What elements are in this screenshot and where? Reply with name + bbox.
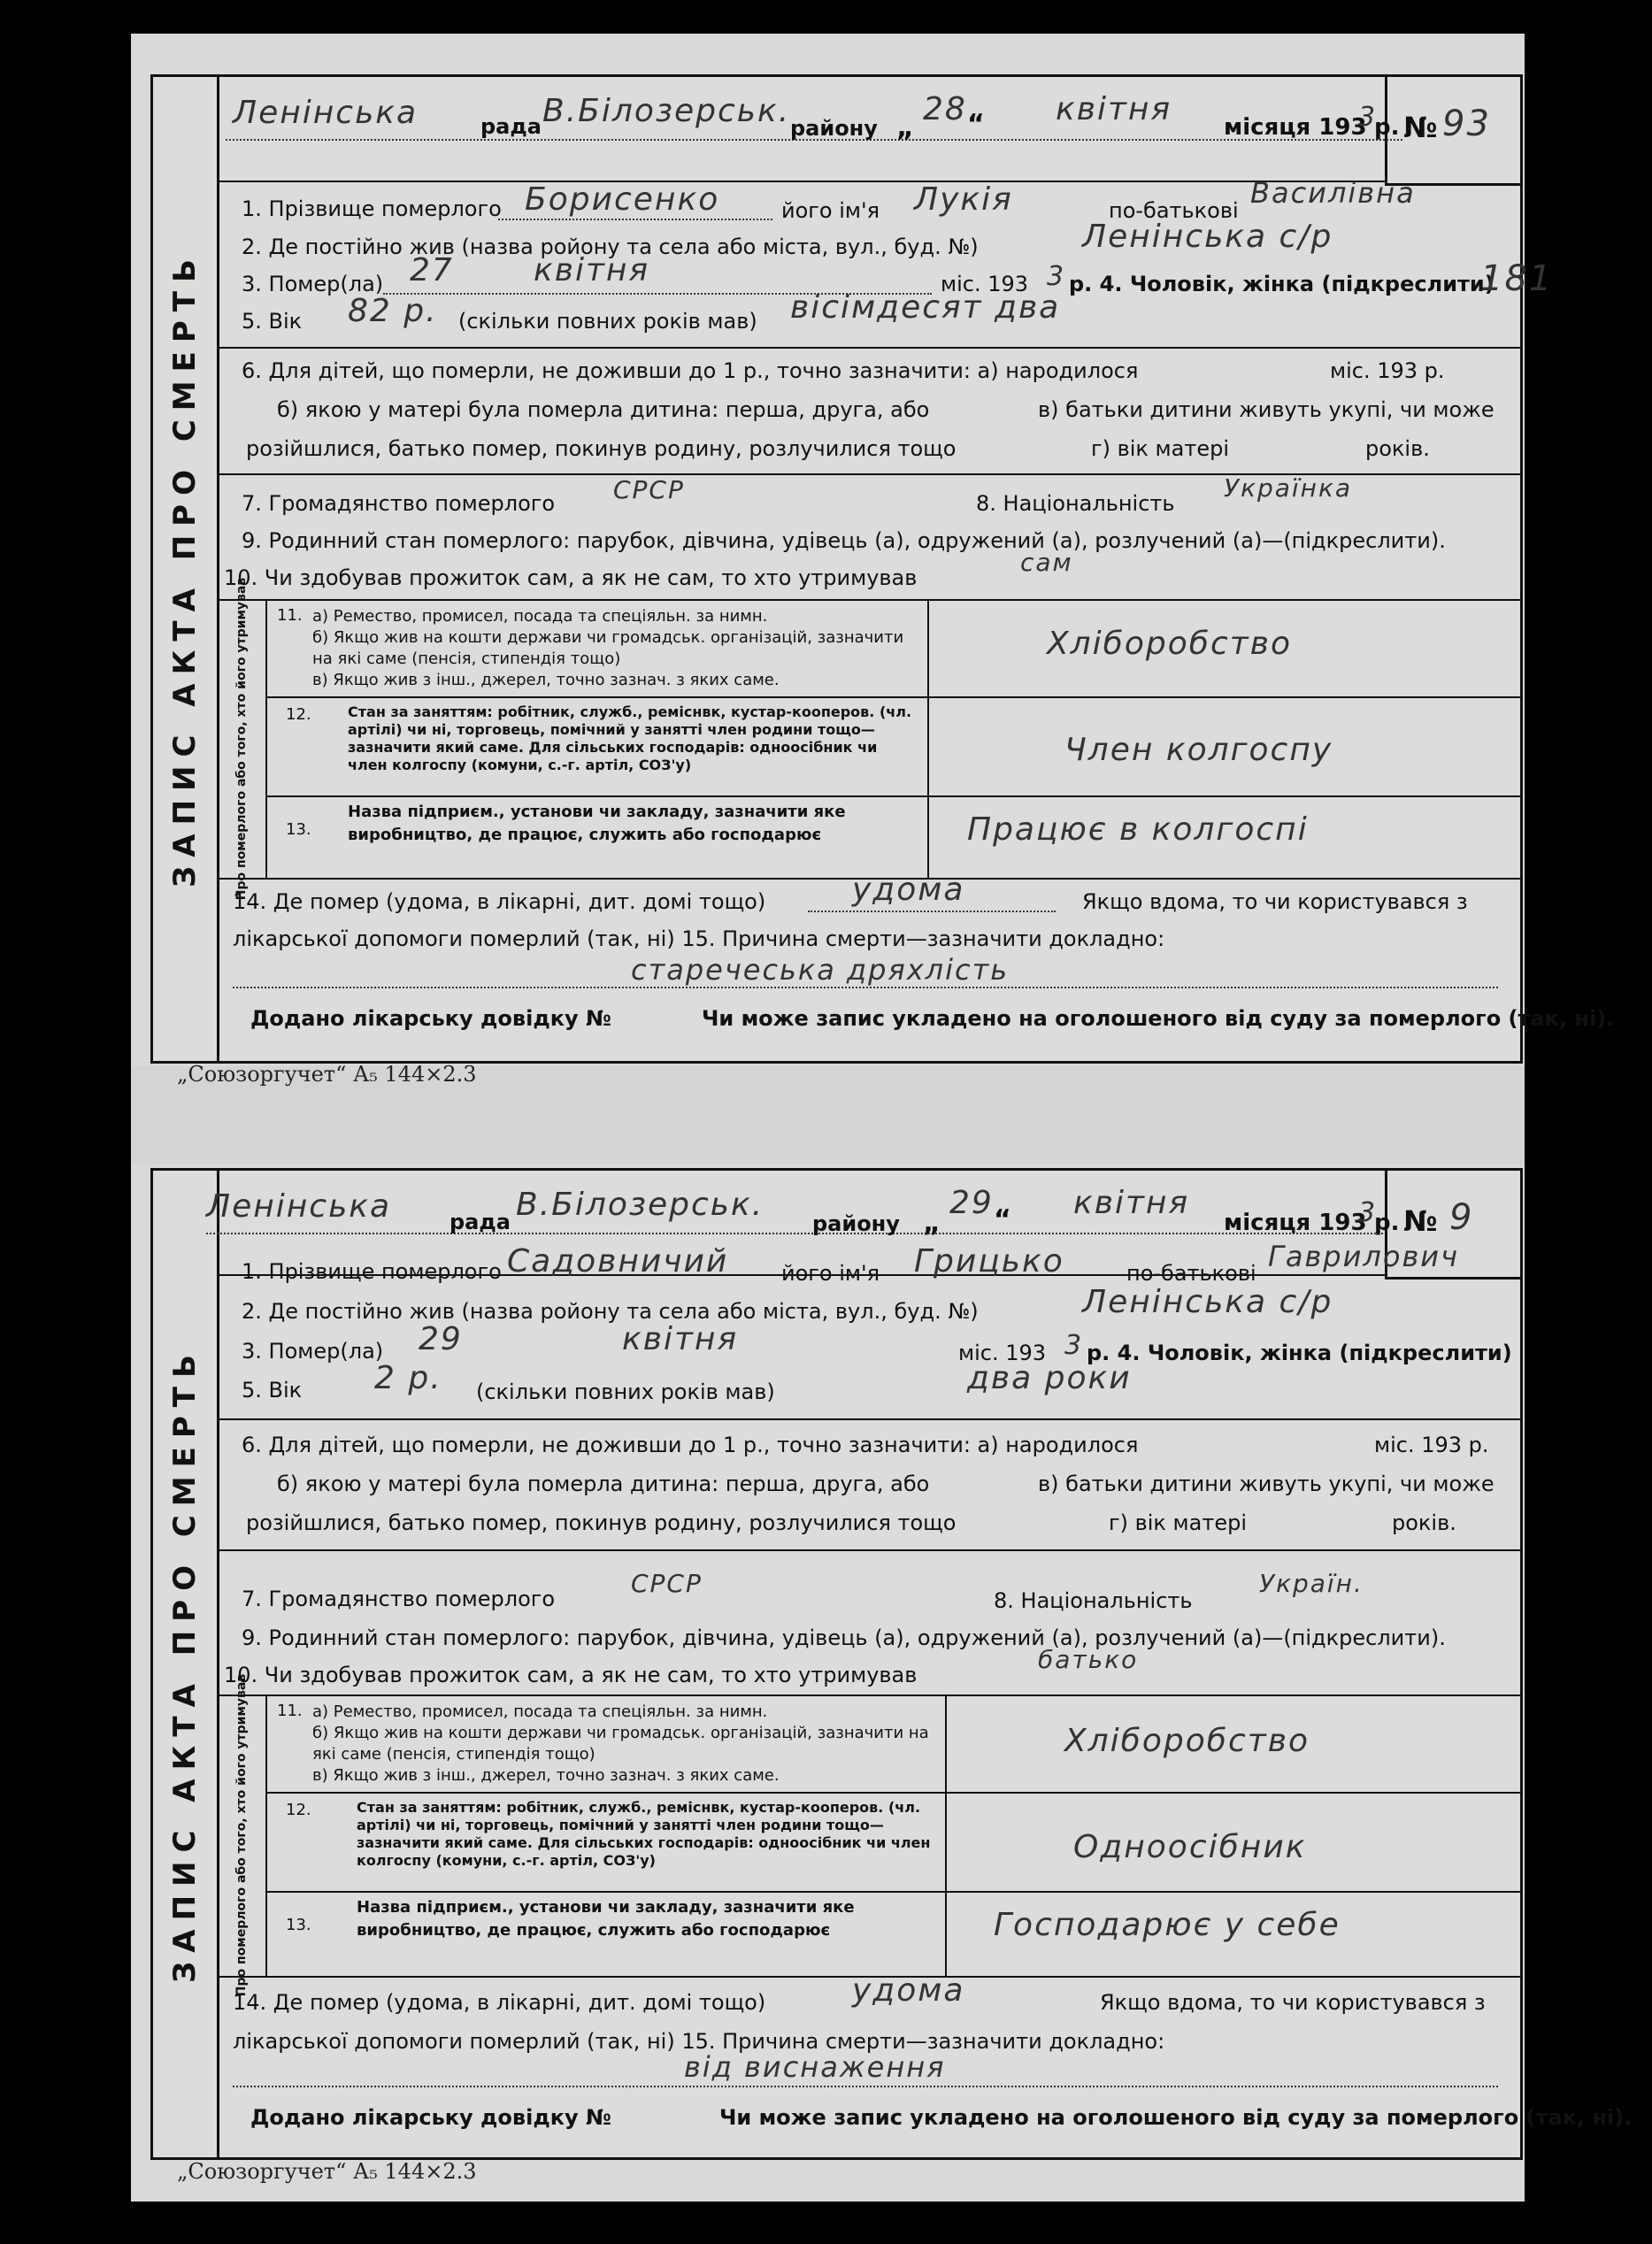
rada-label: рада xyxy=(480,114,542,139)
supported-by-value-2: батько xyxy=(1038,1645,1139,1674)
f11-num: 11. xyxy=(277,606,303,625)
year-value: 3 xyxy=(1358,102,1378,133)
age-words-value: вісімдесят два xyxy=(790,289,1061,326)
patronymic-value-2: Гаврилович xyxy=(1268,1240,1459,1273)
day-value-2: 29 xyxy=(949,1185,994,1221)
divider-1-2 xyxy=(217,1418,1520,1420)
side-subtitle-column xyxy=(217,577,267,900)
age-value-2: 2 р. xyxy=(374,1360,442,1396)
f12-label-2: Стан за заняттям: робітник, служб., реміснвк, кустар-кооперов. (чл. артілі) чи ні, торговець, помічний у занятті член родини тощо—зазначити який саме. Для сільських господарів: одноосібник чи член колгоспу (комуни, с.-г. артіл, СОЗ'у) xyxy=(357,1799,931,1869)
row-13-top-2 xyxy=(265,1891,1520,1893)
side-title-2: ЗАПИС АКТА ПРО СМЕРТЬ xyxy=(167,1345,203,1983)
death-day-value-2: 29 xyxy=(419,1321,463,1357)
age-words-value-2: два роки xyxy=(967,1360,1132,1396)
f5-note-2: (скільки повних років мав) xyxy=(476,1379,775,1404)
f3-mis-label-2: міс. 193 xyxy=(958,1341,1047,1365)
death-record-form-1 xyxy=(150,74,1615,1064)
nationality-value: Українка xyxy=(1224,473,1353,503)
f12-num: 12. xyxy=(286,705,311,724)
f11-text xyxy=(312,606,914,691)
margin-note: 181 xyxy=(1480,258,1554,299)
side-subtitle: Про померлого або того, хто його утримував xyxy=(234,577,249,900)
header-dotted-line-2 xyxy=(206,1233,1383,1234)
f5-label-2: 5. Вік xyxy=(242,1378,303,1402)
publisher-imprint-1: „Союзоргучет“ А₅ 144×2.3 xyxy=(177,1062,477,1087)
side-subtitle-column-2 xyxy=(217,1673,267,1997)
rayon-value: В.Білозерськ. xyxy=(542,93,791,129)
day-open-quote-2: „ xyxy=(923,1208,941,1239)
patronymic-value: Василівна xyxy=(1250,176,1416,210)
f2-label: 2. Де постійно жив (назва ройону та села або міста, вул., буд. №) xyxy=(242,234,979,259)
residence-value: Ленінська с/р xyxy=(1082,219,1333,255)
f6b-end: в) батьки дитини живуть укупі, чи може xyxy=(1038,397,1494,422)
side-subtitle-2: Про померлого або того, хто його утримував xyxy=(234,1673,249,1997)
f9-label: 9. Родинний стан померлого: парубок, дівчина, удівець (а), одружений (а), розлучений (а)—(підкреслити). xyxy=(242,528,1446,553)
f10-label-2: 10. Чи здобував прожиток сам, а як не сам, то хто утримував xyxy=(224,1663,918,1687)
f11a-label-2: а) Ремество, промисел, посада та спеціяльн. за нимн. xyxy=(312,1702,768,1721)
f6a-label: 6. Для дітей, що померли, не доживши до 1 р., точно зазначити: а) народилося xyxy=(242,358,1139,383)
row-12-top xyxy=(265,696,1520,698)
f16-label-2: Додано лікарську довідку № xyxy=(250,2105,611,2130)
f1-label-2: 1. Прізвище померлого xyxy=(242,1259,502,1284)
day-close-quote-2: “ xyxy=(994,1204,1011,1235)
status-value: Член колгоспу xyxy=(1064,732,1333,768)
f14-label-2: 14. Де помер (удома, в лікарні, дит. домі тощо) xyxy=(233,1990,766,2015)
f6c-label-2: розійшлися, батько помер, покинув родину, розлучилися тощо xyxy=(246,1510,957,1535)
year-value-2: 3 xyxy=(1358,1197,1378,1228)
table-top-2 xyxy=(217,1695,1520,1696)
citizenship-value-2: СРСР xyxy=(631,1569,703,1598)
f11c-label-2: в) Якщо жив з інш., джерел, точно зазнач. з яких саме. xyxy=(312,1766,780,1785)
f14-label: 14. Де помер (удома, в лікарні, дит. домі тощо) xyxy=(233,889,766,914)
f3-label-2: 3. Помер(ла) xyxy=(242,1339,384,1364)
f6c-rokiv: років. xyxy=(1365,436,1430,461)
rayon-value-2: В.Білозерськ. xyxy=(516,1187,765,1223)
death-year-value: 3 xyxy=(1047,261,1066,292)
record-number: 93 xyxy=(1442,104,1491,144)
f12-num-2: 12. xyxy=(286,1801,311,1819)
f4-label: р. 4. Чоловік, жінка (підкреслити) xyxy=(1069,272,1494,296)
f10-label: 10. Чи здобував прожиток сам, а як не сам, то хто утримував xyxy=(224,565,918,590)
f7-label: 7. Громадянство померлого xyxy=(242,491,556,516)
cause-dots-2 xyxy=(233,2086,1498,2087)
f1-dots xyxy=(498,219,772,220)
f8-label-2: 8. Національність xyxy=(994,1588,1193,1613)
day-open-quote: „ xyxy=(896,112,914,143)
f1-name-label-2: його ім'я xyxy=(781,1261,880,1286)
f6b-end-2: в) батьки дитини живуть укупі, чи може xyxy=(1038,1472,1494,1496)
cause-dots xyxy=(233,987,1498,988)
f13-num: 13. xyxy=(286,820,311,839)
workplace-value: Працює в колгоспі xyxy=(967,811,1309,848)
f12-label: Стан за заняттям: робітник, служб., реміснвк, кустар-кооперов. (чл. артілі) чи ні, торговець, помічний у занятті член родини тощо—зазначити який саме. Для сільських господарів: одноосібник чи член колгоспу (комуни, с.-г. артіл, СОЗ'у) xyxy=(348,703,912,773)
occupation-value-2: Хліборобство xyxy=(1064,1723,1310,1759)
surname-value-2: Садовничий xyxy=(507,1243,729,1280)
f15-label-2: лікарської допомоги померлий (так, ні) 15. Причина смерти—зазначити докладно: xyxy=(233,2029,1165,2054)
f6b-label: б) якою у матері була померла дитина: перша, друга, або xyxy=(277,397,930,422)
f9-label-2: 9. Родинний стан померлого: парубок, дівчина, удівець (а), одружений (а), розлучений (а)—(підкреслити). xyxy=(242,1625,1446,1650)
death-record-form-2 xyxy=(150,1168,1633,2160)
record-number-2: 9 xyxy=(1449,1197,1474,1238)
name-value-2: Грицько xyxy=(914,1243,1064,1280)
number-label-2: № xyxy=(1403,1204,1438,1238)
record-number-box xyxy=(1385,74,1523,186)
day-close-quote: “ xyxy=(967,109,985,140)
year-suffix-2: р. xyxy=(1374,1210,1400,1236)
number-label: № xyxy=(1403,111,1438,144)
month-label: місяця 193 xyxy=(1224,114,1367,141)
f1-label: 1. Прізвище померлого xyxy=(242,196,502,221)
f11-num-2: 11. xyxy=(277,1702,303,1720)
publisher-imprint-2: „Союзоргучет“ А₅ 144×2.3 xyxy=(177,2159,477,2184)
f11b-label-2: б) Якщо жив на кошти держави чи громадськ. організацій, зазначити на які саме (пенсія, стипендія тощо) xyxy=(312,1724,929,1764)
f6a-end: міс. 193 р. xyxy=(1330,358,1445,383)
f1-patr-label: по-батькові xyxy=(1109,198,1239,223)
f7-label-2: 7. Громадянство померлого xyxy=(242,1587,556,1611)
f2-label-2: 2. Де постійно жив (назва ройону та села або міста, вул., буд. №) xyxy=(242,1299,979,1324)
name-value: Лукія xyxy=(914,181,1013,218)
rayon-label-2: району xyxy=(812,1211,900,1236)
occupation-value: Хліборобство xyxy=(1047,626,1292,662)
f14-end-2: Якщо вдома, то чи користувався з xyxy=(1100,1990,1486,2015)
f13-label: Назва підприєм., установи чи закладу, зазначити яке виробництво, де працює, служить або господарює xyxy=(348,803,846,844)
f3-mis-label: міс. 193 xyxy=(941,272,1029,296)
nationality-value-2: Україн. xyxy=(1259,1569,1364,1598)
table-divider xyxy=(927,599,929,878)
f5-note: (скільки повних років мав) xyxy=(458,309,757,334)
death-month-value: квітня xyxy=(534,252,650,288)
f13-num-2: 13. xyxy=(286,1916,311,1934)
cause-value: старечеська дряхлість xyxy=(631,953,1010,987)
side-title-column-2 xyxy=(153,1171,219,2157)
citizenship-value: СРСР xyxy=(613,475,685,504)
f1-name-label: його ім'я xyxy=(781,198,880,223)
f6a-label-2: 6. Для дітей, що померли, не доживши до 1 р., точно зазначити: а) народилося xyxy=(242,1433,1139,1457)
death-year-value-2: 3 xyxy=(1064,1330,1084,1361)
day-value: 28 xyxy=(923,91,967,127)
f4-label-2: р. 4. Чоловік, жінка (підкреслити) xyxy=(1087,1341,1512,1365)
header-divider xyxy=(217,181,1387,182)
residence-value-2: Ленінська с/р xyxy=(1082,1284,1333,1320)
row-12-top-2 xyxy=(265,1792,1520,1794)
place-of-death-value: удома xyxy=(852,872,965,908)
rada-value: Ленінська xyxy=(233,95,419,131)
side-title-column xyxy=(153,77,219,1061)
cause-value-2: від виснаження xyxy=(684,2050,946,2084)
death-day-value: 27 xyxy=(410,252,454,288)
f6c-label: розійшлися, батько помер, покинув родину, розлучилися тощо xyxy=(246,436,957,461)
month-value-2: квітня xyxy=(1073,1185,1190,1221)
f6b-label-2: б) якою у матері була померла дитина: перша, друга, або xyxy=(277,1472,930,1496)
f1-patr-label-2: по-батькові xyxy=(1126,1261,1256,1286)
surname-value: Борисенко xyxy=(525,181,720,218)
divider-2-2 xyxy=(217,1549,1520,1551)
table-top xyxy=(217,599,1520,601)
status-value-2: Одноосібник xyxy=(1073,1829,1307,1865)
f11-text-2 xyxy=(312,1702,932,1787)
f6c-end-2: г) вік матері xyxy=(1109,1510,1247,1535)
f16-label: Додано лікарську довідку № xyxy=(250,1006,611,1031)
f11a-label: а) Ремество, промисел, посада та спеціяльн. за нимн. xyxy=(312,607,768,626)
divider-1 xyxy=(217,347,1520,349)
f14-dots xyxy=(808,911,1056,912)
f6c-rokiv-2: років. xyxy=(1392,1510,1456,1535)
month-value: квітня xyxy=(1056,91,1172,127)
age-value: 82 р. xyxy=(348,293,438,329)
side-title: ЗАПИС АКТА ПРО СМЕРТЬ xyxy=(167,250,203,888)
year-suffix: р. xyxy=(1374,114,1400,141)
f6a-end-2: міс. 193 р. xyxy=(1374,1433,1489,1457)
place-of-death-value-2: удома xyxy=(852,1972,965,2009)
workplace-value-2: Господарює у себе xyxy=(994,1907,1341,1943)
f11c-label: в) Якщо жив з інш., джерел, точно зазнач. з яких саме. xyxy=(312,671,780,689)
f15-label: лікарської допомоги померлий (так, ні) 15. Причина смерти—зазначити докладно: xyxy=(233,926,1165,951)
supported-by-value: сам xyxy=(1020,548,1073,577)
rada-value-2: Ленінська xyxy=(206,1188,392,1225)
f14-end: Якщо вдома, то чи користувався з xyxy=(1082,889,1468,914)
month-label-2: місяця 193 xyxy=(1224,1210,1367,1236)
f3-label: 3. Помер(ла) xyxy=(242,272,384,296)
death-month-value-2: квітня xyxy=(622,1321,739,1357)
rayon-label: району xyxy=(790,116,878,141)
row-13-top xyxy=(265,795,1520,797)
f11b-label: б) Якщо жив на кошти держави чи громадськ. організацій, зазначити на які саме (пенсія, стипендія тощо) xyxy=(312,628,904,668)
f5-label: 5. Вік xyxy=(242,309,303,334)
f13-label-2: Назва підприєм., установи чи закладу, зазначити яке виробництво, де працює, служить або господарює xyxy=(357,1898,855,1940)
table-divider-2 xyxy=(945,1695,947,1976)
f16-end: Чи може запис укладено на оголошеного від суду за померлого (так, ні). xyxy=(702,1006,1615,1031)
rada-label-2: рада xyxy=(449,1210,511,1234)
f8-label: 8. Національність xyxy=(976,491,1175,516)
f16-end-2: Чи може запис укладено на оголошеного від суду за померлого (так, ні). xyxy=(719,2105,1633,2130)
f6c-end: г) вік матері xyxy=(1091,436,1229,461)
